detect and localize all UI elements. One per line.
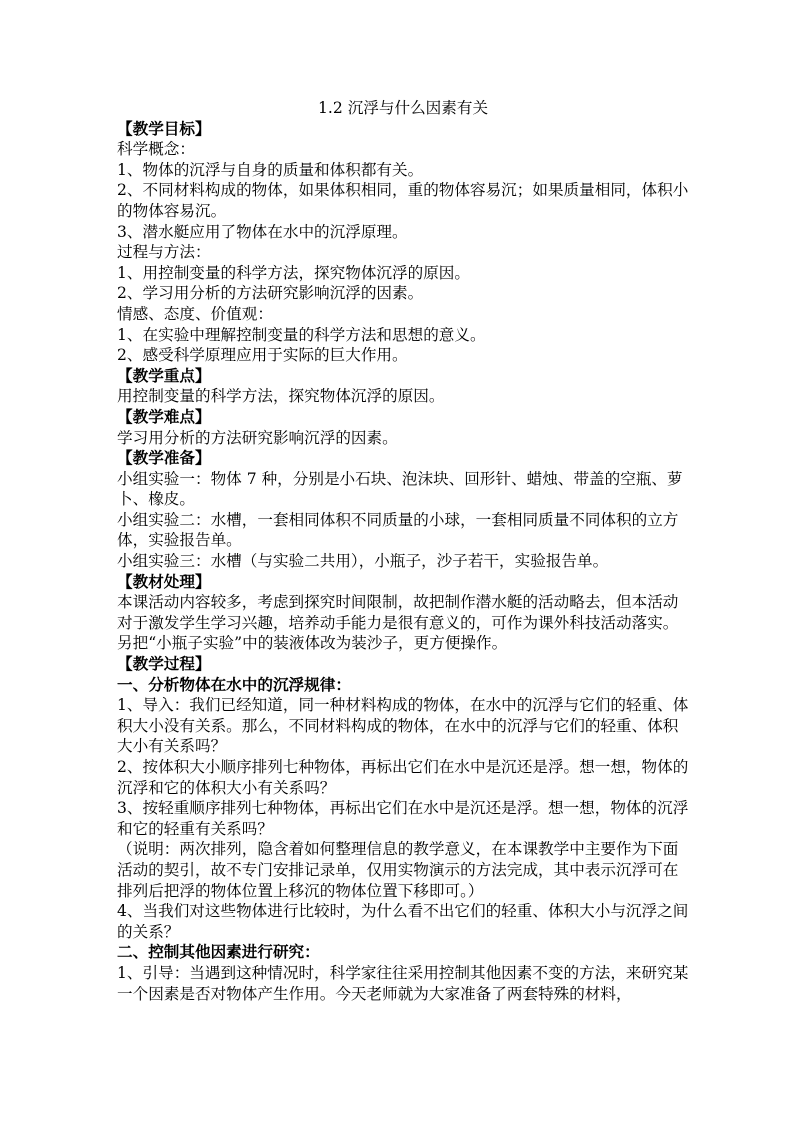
document-page	[117, 98, 689, 1004]
paragraph: 4、当我们对这些物体进行比较时，为什么看不出它们的轻重、体积大小与沉浮之间的关系？	[117, 902, 689, 941]
section-heading: 【教学重点】	[117, 365, 211, 385]
paragraph: 科学概念：	[117, 140, 195, 159]
paragraph: 1、物体的沉浮与自身的质量和体积都有关。	[117, 160, 424, 179]
paragraph: 1、导入：我们已经知道，同一种材料构成的物体，在水中的沉浮与它们的轻重、体积大小没有关系。那么，不同材料构成的物体，在水中的沉浮与它们的轻重、体积大小有关系吗？	[117, 696, 689, 756]
subsection-heading: 二、控制其他因素进行研究：	[117, 942, 320, 962]
section-heading: 【教学准备】	[117, 448, 211, 468]
paragraph: 2、学习用分析的方法研究影响沉浮的因素。	[117, 284, 424, 303]
section-heading: 【教材处理】	[117, 571, 211, 591]
paragraph: 用控制变量的科学方法，探究物体沉浮的原因。	[117, 387, 445, 406]
paragraph: 小组实验三：水槽（与实验二共用），小瓶子，沙子若干，实验报告单。	[117, 552, 609, 571]
paragraph: 本课活动内容较多，考虑到探究时间限制，故把制作潜水艇的活动略去，但本活动对于激发学生学习兴趣，培养动手能力是很有意义的，可作为课外科技活动落实。另把“小瓶子实验”中的装液体改为装沙子，更方便操作。	[117, 593, 679, 653]
paragraph: 1、在实验中理解控制变量的科学方法和思想的意义。	[117, 325, 486, 344]
paragraph: 小组实验二：水槽，一套相同体积不同质量的小球，一套相同质量不同体积的立方体，实验报告单。	[117, 510, 679, 550]
paragraph: 1、用控制变量的科学方法，探究物体沉浮的原因。	[117, 263, 470, 282]
paragraph: 过程与方法：	[117, 243, 211, 262]
paragraph: （说明：两次排列，隐含着如何整理信息的教学意义，在本课教学中主要作为下面活动的契引，故不专门安排记录单，仅用实物演示的方法完成，其中表示沉浮可在排列后把浮的物体位置上移沉的物体位置下移即可。）	[117, 840, 679, 900]
paragraph: 2、按体积大小顺序排列七种物体，再标出它们在水中是沉还是浮。想一想，物体的沉浮和它的体积大小有关系吗？	[117, 758, 689, 797]
paragraph: 1、引导：当遇到这种情况时，科学家往往采用控制其他因素不变的方法，来研究某一个因素是否对物体产生作用。今天老师就为大家准备了两套特殊的材料，	[117, 963, 689, 1003]
section-heading: 【教学目标】	[117, 118, 211, 138]
paragraph: 情感、态度、价值观：	[117, 304, 273, 323]
paragraph: 2、感受科学原理应用于实际的巨大作用。	[117, 346, 408, 365]
paragraph: 3、潜水艇应用了物体在水中的沉浮原理。	[117, 222, 408, 241]
paragraph: 3、按轻重顺序排列七种物体，再标出它们在水中是沉还是浮。想一想，物体的沉浮和它的轻重有关系吗？	[117, 799, 689, 838]
page-title: 1.2 沉浮与什么因素有关	[317, 99, 489, 117]
paragraph: 学习用分析的方法研究影响沉浮的因素。	[117, 428, 398, 447]
paragraph: 小组实验一：物体 7 种，分别是小石块、泡沫块、回形针、蜡烛、带盖的空瓶、萝卜、橡皮。	[117, 469, 683, 509]
document-body	[117, 119, 689, 1005]
section-heading: 【教学过程】	[117, 654, 211, 674]
paragraph: 2、不同材料构成的物体，如果体积相同，重的物体容易沉；如果质量相同，体积小的物体容易沉。	[117, 181, 689, 220]
section-heading: 【教学难点】	[117, 406, 211, 426]
subsection-heading: 一、分析物体在水中的沉浮规律：	[117, 674, 351, 694]
